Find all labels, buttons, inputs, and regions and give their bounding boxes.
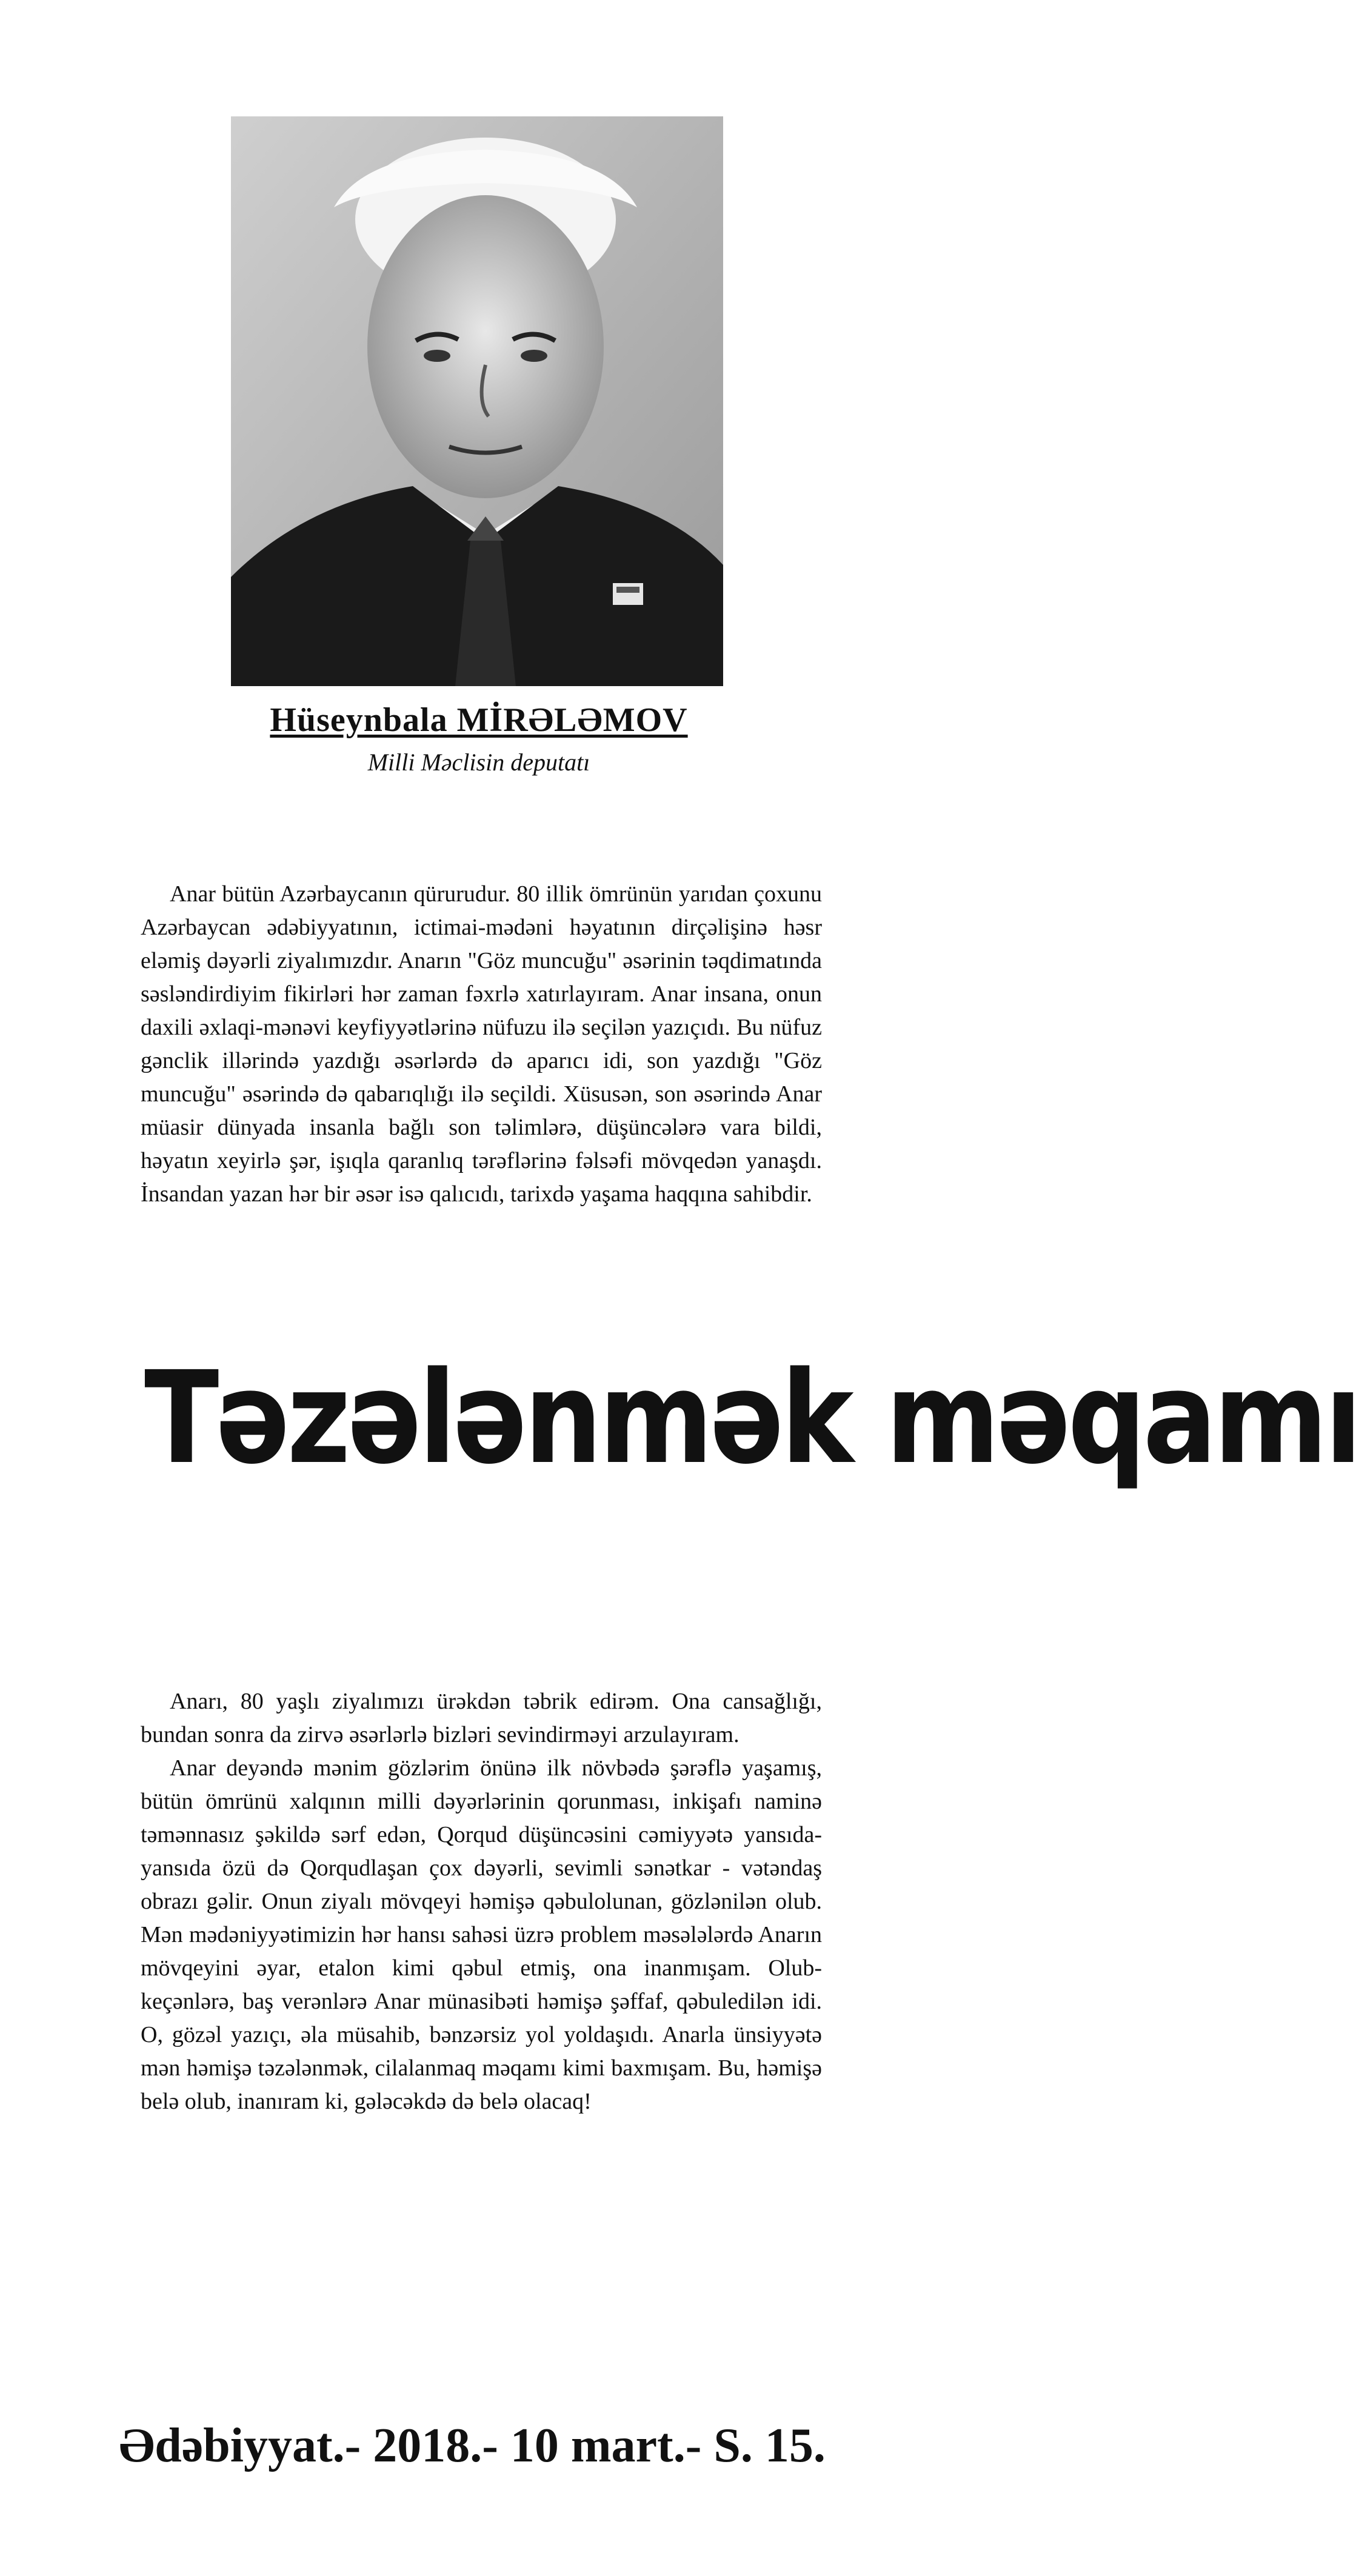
- intro-text: [141, 878, 822, 1211]
- author-photo: [231, 116, 723, 686]
- portrait-illustration: [231, 116, 723, 686]
- article-headline: Təzələnmək məqamı: [144, 1344, 1359, 1492]
- body-paragraph: Anar deyəndə mənim gözlərim önünə ilk növbədə şərəflə yaşamış, bütün ömrünü xalqının milli dəyərlərinin qorunması, inkişafı naminə təmənnasız şəkildə sərf edən, Qorqud düşüncəsini cəmiyyətə yansıda-yansıda özü də Qorqudlaşan çox dəyərli, sevimli sənətkar - vətəndaş obrazı gəlir. Onun ziyalı mövqeyi həmişə qəbulolunan, gözlənilən olub. Mən mədəniyyətimizin hər hansı sahəsi üzrə problem məsələlərdə Anarın mövqeyini əyar, etalon kimi qəbul etmiş, ona inanmışam. Olub-keçənlərə, baş verənlərə Anar münasibəti həmişə şəffaf, qəbuledilən idi. O, gözəl yazıçı, əla müsahib, bənzərsiz yol yoldaşıdı. Anarla ünsiyyətə mən həmişə təzələnmək, cilalanmaq məqamı kimi baxmışam. Bu, həmişə belə olub, inanıram ki, gələcəkdə də belə olacaq!: [141, 1755, 822, 2114]
- author-name: Hüseynbala MİRƏLƏMOV: [270, 701, 688, 739]
- source-citation: Ədəbiyyat.- 2018.- 10 mart.- S. 15.: [119, 2419, 826, 2472]
- intro-paragraph: Anar bütün Azərbaycanın qürurudur. 80 illik ömrünün yarıdan çoxunu Azərbaycan ədəbiyyatının, ictimai-mədəni həyatının dirçəlişinə həsr eləmiş dəyərli ziyalımızdır. Anarın "Göz muncuğu" əsərinin təqdimatında səsləndirdiyim fikirləri hər zaman fəxrlə xatırlayıram. Anar insana, onun daxili əxlaqi-mənəvi keyfiyyətlərinə nüfuzu ilə seçilən yazıçıdı. Bu nüfuz gənclik illərində yazdığı əsərlərdə də aparıcı idi, son yazdığı "Göz muncuğu" əsərində də qabarıqlığı ilə seçildi. Xüsusən, son əsərində Anar müasir dünyada insanla bağlı son təlimlərə, düşüncələrə vara bildi, həyatın xeyirlə şər, işıqla qaranlıq tərəflərinə fəlsəfi mövqedən yanaşdı. İnsandan yazan hər bir əsər isə qalıcıdı, tarixdə yaşama haqqına sahibdir.: [141, 881, 822, 1207]
- article-body: [141, 1685, 822, 2118]
- body-paragraph: Anarı, 80 yaşlı ziyalımızı ürəkdən təbrik edirəm. Ona cansağlığı, bundan sonra da zirvə əsərlərlə bizləri sevindirməyi arzulayıram.: [141, 1689, 822, 1747]
- author-role: Milli Məclisin deputatı: [367, 749, 590, 776]
